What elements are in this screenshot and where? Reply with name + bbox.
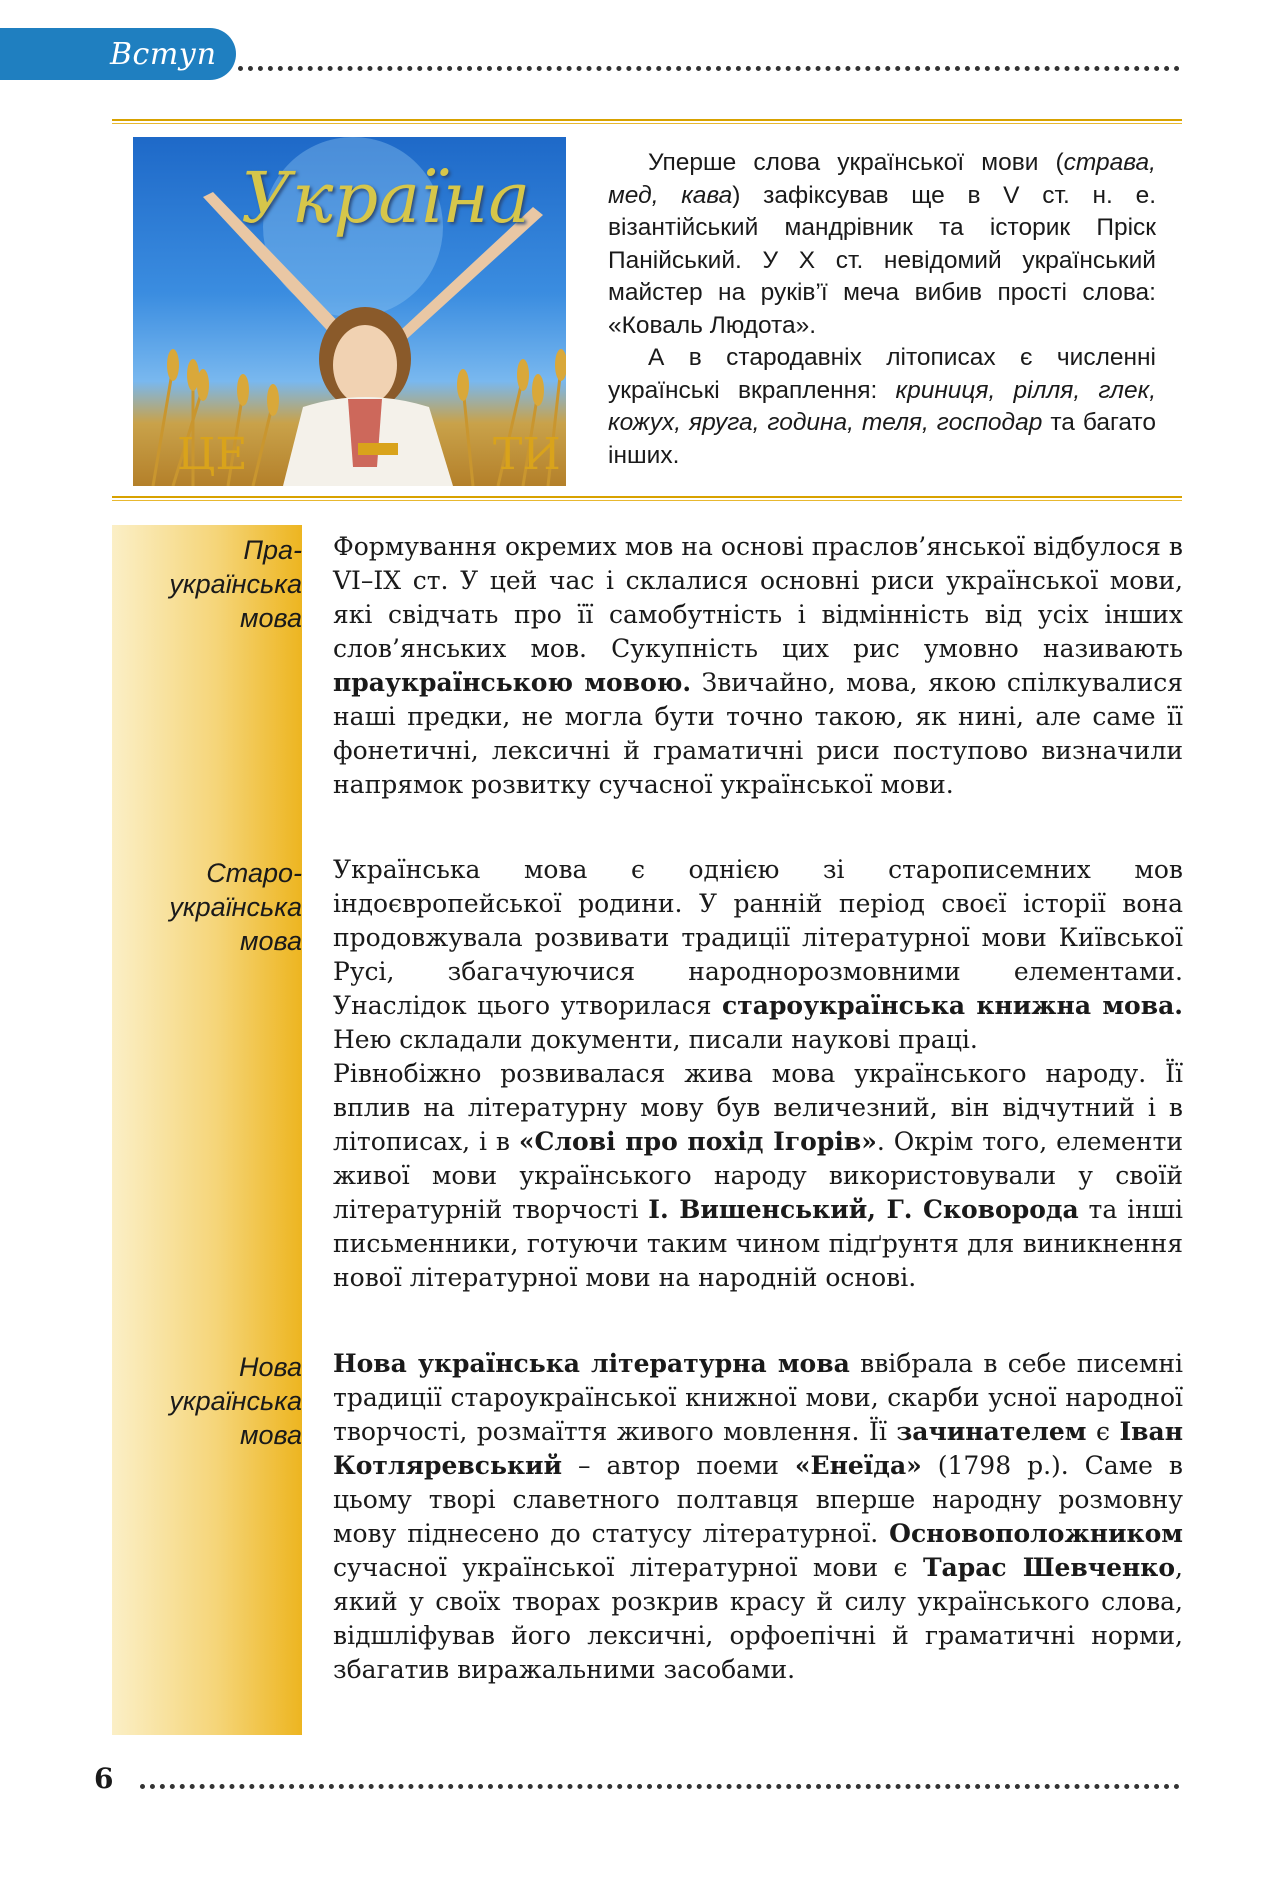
staroukrainska-paragraph-1: Українська мова є однією зі старописемних мов індоєвропейської родини. У ранній період своєї історії вона продовжувала розвивати традиції літературної мови Київської Русі, збагачуючися народнорозмовними елементами. Унаслідок цього утворилася староукраїнська книжна мова. Нею складали документи, писали наукові праці.	[333, 855, 1183, 1054]
intro-top-rule	[112, 119, 1182, 121]
intro-bottom-rule	[112, 496, 1182, 498]
page-number: 6	[94, 1762, 114, 1795]
label-novaukrainska: Нова українська мова	[169, 1352, 302, 1450]
ukraine-poster-image	[133, 137, 566, 486]
poster-caption-left: ЦЕ	[177, 429, 248, 480]
intro-paragraph-1: Уперше слова української мови (страва, мед, кава) зафіксував ще в V ст. н. е. візантійський мандрівник та історик Пріск Панійський. У X ст. невідомий український майстер на руків’ї меча вибив прості слова: «Коваль Людота».	[608, 149, 1157, 339]
intro-top-rule-thin	[112, 123, 1182, 124]
staroukrainska-paragraph-2: Рівнобіжно розвивалася жива мова українського народу. Її вплив на літературну мову був величезний, він відчутний і в літописах, і в «Слові про похід Ігорів». Окрім того, елементи живої мови українського народу використовували у своїй літературній творчості І. Вишенський, Г. Сковорода та інші письменники, готуючи таким чином підґрунтя для виникнення нової літературної мови на народній основі.	[333, 1059, 1183, 1292]
intro-text	[608, 147, 1156, 472]
intro-paragraph-2: А в стародавніх літописах є численні українські вкраплення: криниця, рілля, глек, кожух, яруга, година, теля, господар та багато інших.	[608, 344, 1157, 469]
footer-dotted-line	[140, 1784, 1180, 1789]
praukrainska-paragraph: Формування окремих мов на основі праслов’янської відбулося в VI–IX ст. У цей час і склалися основні риси української мови, які свідчать про її самобутність і відмінність від усіх інших слов’янських мов. Сукупність цих рис умовно називають праукраїнською мовою. Звичайно, мова, якою спілкувалися наші предки, не могла бути точно такою, як нині, але саме її фонетичні, лексичні й граматичні риси поступово визначили напрямок розвитку сучасної української мови.	[333, 532, 1183, 799]
novaukrainska-paragraph: Нова українська літературна мова ввібрала в себе писемні традиції староукраїнської книжної мови, скарби усної народної творчості, розмаїття живого мовлення. Її зачинателем є Іван Котляревський – автор поеми «Енеїда» (1798 р.). Саме в цьому творі славетного полтавця вперше народну розмовну мову піднесено до статусу літературної. Основоположником сучасної української літературної мови є Тарас Шевченко, який у своїх творах розкрив красу й силу українського слова, відшліфував його лексичні, орфоепічні й граматичні норми, збагатив виражальними засобами.	[333, 1349, 1183, 1684]
margin-sidebar	[112, 525, 302, 1735]
label-praukrainska: Пра- українська мова	[169, 535, 302, 633]
poster-caption-dash	[358, 443, 398, 455]
label-staroukrainska: Старо- українська мова	[169, 858, 302, 956]
intro-bottom-rule-thin	[112, 500, 1182, 501]
poster-caption-right: ТИ	[493, 429, 561, 480]
header-dotted-line	[238, 66, 1180, 71]
section-tab-label: Вступ	[110, 36, 217, 72]
section-staroukrainska	[333, 853, 1183, 1295]
section-tab	[0, 28, 236, 80]
section-novaukrainska	[333, 1347, 1183, 1687]
section-praukrainska	[333, 530, 1183, 802]
poster-title: Україна	[241, 157, 531, 239]
